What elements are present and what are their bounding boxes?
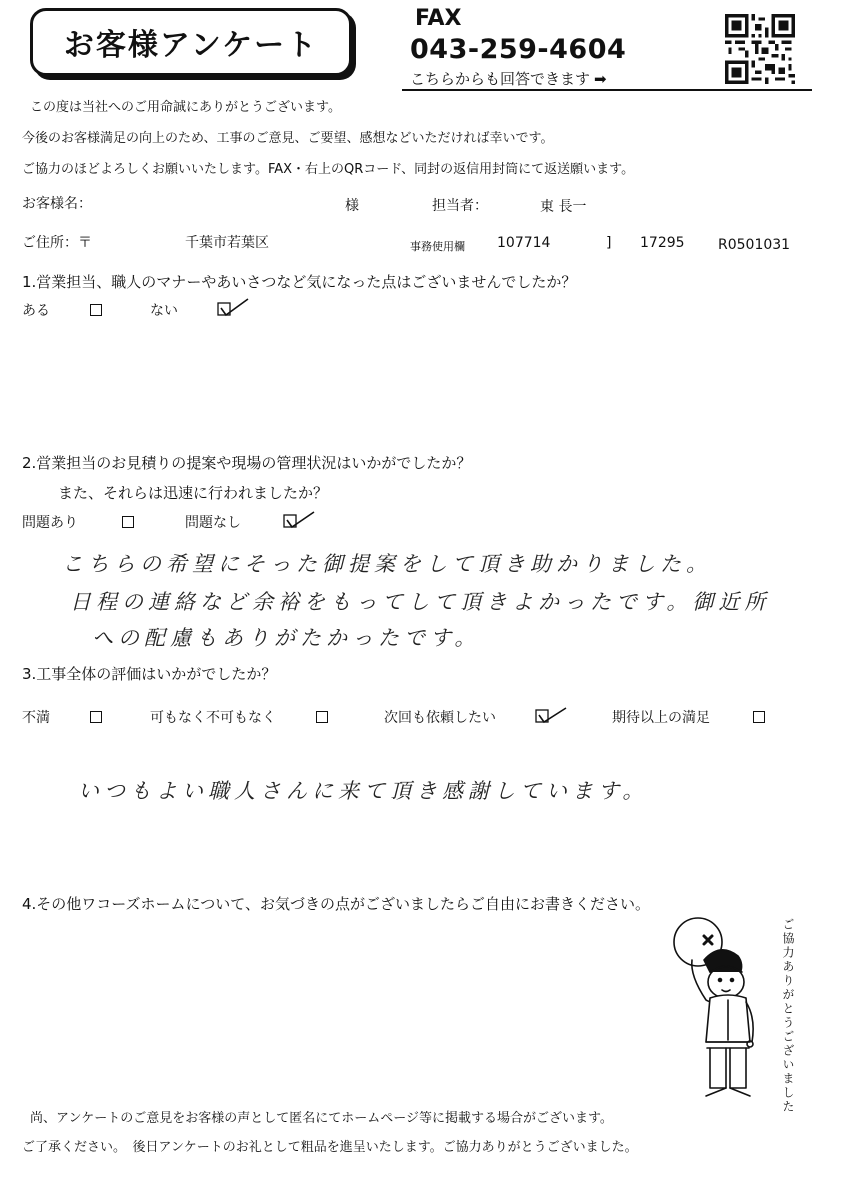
office-use-label: 事務使用欄 bbox=[410, 240, 465, 253]
fax-note bbox=[410, 68, 607, 89]
q1-option-yes-label: ある bbox=[22, 303, 50, 319]
footer-line-2: ご了承ください。 後日アンケートのお礼として粗品を進呈いたします。ご協力ありがとうございました。 bbox=[22, 1140, 638, 1155]
q2-answer-line-1: こちらの希望にそった御提案をして頂き助かりました。 bbox=[62, 552, 712, 576]
customer-name-label: お客様名： bbox=[22, 196, 92, 212]
q2-answer-line-2: 日程の連絡など余裕をもってして頂きよかったです。御近所 bbox=[70, 590, 771, 614]
survey-title-box bbox=[30, 8, 352, 76]
fax-note-text: こちらからも回答できます bbox=[410, 70, 591, 88]
q1-option-no-label: ない bbox=[150, 303, 178, 319]
office-code-2: 17295 bbox=[640, 235, 685, 251]
q3-option-exceeded[interactable] bbox=[612, 707, 710, 727]
address-value: 千葉市若葉区 bbox=[185, 235, 269, 251]
q3-option-neutral[interactable] bbox=[150, 707, 276, 727]
staff-label: 担当者： bbox=[432, 198, 488, 214]
q4-question: 4.その他ワコーズホームについて、お気づきの点がございましたらご自由にお書きください。 bbox=[22, 895, 650, 913]
office-code-1: 107714 bbox=[497, 235, 551, 251]
intro-line-3: ご協力のほどよろしくお願いいたします。FAX・右上のQRコード、同封の返信用封筒にて返送願います。 bbox=[22, 162, 635, 177]
survey-title: お客様アンケート bbox=[63, 28, 319, 63]
intro-line-1: この度は当社へのご用命誠にありがとうございます。 bbox=[30, 100, 341, 115]
fax-number: 043-259-4604 bbox=[410, 34, 627, 65]
q3-option-neutral-label: 可もなく不可もなく bbox=[150, 710, 276, 726]
office-bracket: ] bbox=[606, 235, 612, 251]
q2-option-noissue-label: 問題なし bbox=[185, 515, 241, 531]
q3-option-exceeded-label: 期待以上の満足 bbox=[612, 710, 710, 726]
q3-question: 3.工事全体の評価はいかがでしたか？ bbox=[22, 665, 277, 683]
q1-option-no[interactable] bbox=[150, 300, 178, 320]
q3-option-dissatisfied[interactable] bbox=[22, 707, 50, 727]
q1-yes-checkbox[interactable] bbox=[90, 304, 102, 316]
q2-question-line-1: 2.営業担当のお見積りの提案や現場の管理状況はいかがでしたか？ bbox=[22, 454, 472, 472]
mascot-illustration-icon bbox=[660, 910, 772, 1100]
q2-option-noissue[interactable] bbox=[185, 512, 241, 532]
footer-line-1: 尚、アンケートのご意見をお客様の声として匿名にてホームページ等に掲載する場合がございます。 bbox=[30, 1111, 613, 1126]
q3-exceeded-checkbox[interactable] bbox=[753, 711, 765, 723]
qr-code-icon bbox=[722, 14, 798, 84]
q3-option-again-label: 次回も依頼したい bbox=[384, 710, 496, 726]
fax-label: FAX bbox=[415, 6, 462, 31]
q3-dissatisfied-checkbox[interactable] bbox=[90, 711, 102, 723]
q2-option-issue[interactable] bbox=[22, 512, 78, 532]
arrow-right-icon: ➡ bbox=[594, 70, 607, 88]
q2-answer-line-3: への配慮もありがたかったです。 bbox=[92, 626, 481, 650]
office-code-3: R0501031 bbox=[718, 237, 791, 253]
header-rule bbox=[402, 89, 812, 91]
address-label: ご住所：〒 bbox=[22, 235, 92, 251]
customer-honorific: 様 bbox=[345, 198, 359, 214]
q2-option-issue-label: 問題あり bbox=[22, 515, 78, 531]
q3-neutral-checkbox[interactable] bbox=[316, 711, 328, 723]
thanks-vertical-text: ご協力ありがとうございました bbox=[781, 918, 795, 1114]
q3-option-dissatisfied-label: 不満 bbox=[22, 710, 50, 726]
q2-noissue-checkbox-checked[interactable] bbox=[282, 508, 316, 532]
staff-name: 東 長一 bbox=[540, 199, 587, 215]
q2-question-line-2: また、それらは迅速に行われましたか？ bbox=[58, 484, 329, 502]
intro-line-2: 今後のお客様満足の向上のため、工事のご意見、ご要望、感想などいただければ幸いです。 bbox=[22, 131, 554, 146]
q1-question: 1.営業担当、職人のマナーやあいさつなど気になった点はございませんでしたか？ bbox=[22, 273, 577, 291]
q3-option-again[interactable] bbox=[384, 707, 496, 727]
q3-answer: いつもよい職人さんに来て頂き感謝しています。 bbox=[78, 779, 649, 803]
q3-again-checkbox-checked[interactable] bbox=[534, 703, 568, 727]
q1-option-yes[interactable] bbox=[22, 300, 50, 320]
q1-no-checkbox-checked[interactable] bbox=[216, 296, 250, 320]
q2-issue-checkbox[interactable] bbox=[122, 516, 134, 528]
